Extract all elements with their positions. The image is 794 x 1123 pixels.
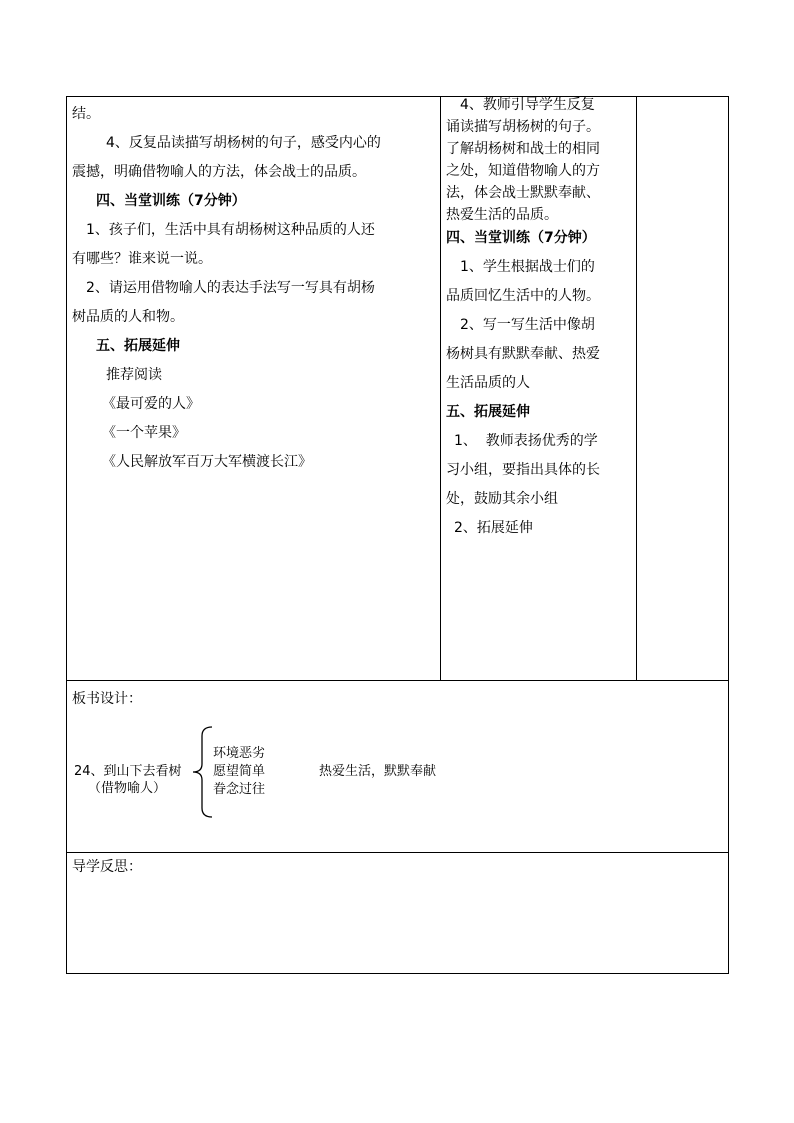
left-q1-line2: 有哪些？谁来说一说。 [72, 251, 212, 267]
mid-t2: 2、拓展延伸 [454, 520, 533, 536]
reflection-label: 导学反思： [72, 859, 142, 875]
board-title-line2: （借物喻人） [88, 781, 167, 796]
board-title-line1: 24、到山下去看树 [74, 764, 182, 779]
left-q2-line2: 树品质的人和物。 [72, 309, 184, 325]
mid-p4-line2: 诵读描写胡杨树的句子。 [446, 119, 600, 135]
mid-t1-line1: 1、 教师表扬优秀的学 [454, 433, 598, 449]
mid-a2-line3: 生活品质的人 [446, 375, 530, 391]
mid-p4-line1: 4、教师引导学生反复 [460, 97, 595, 113]
left-sec4-heading: 四、当堂训练（7分钟） [96, 193, 246, 209]
left-sec5-heading: 五、拓展延伸 [96, 338, 180, 354]
mid-a1-line2: 品质回忆生活中的人物。 [446, 288, 600, 304]
mid-p4-line6: 热爱生活的品质。 [446, 207, 558, 223]
mid-sec5-heading: 五、拓展延伸 [446, 404, 530, 420]
left-q1-line1: 1、孩子们，生活中具有胡杨树这种品质的人还 [86, 222, 375, 238]
mid-a1-line1: 1、学生根据战士们的 [460, 259, 595, 275]
book-1: 《最可爱的人》 [102, 396, 200, 412]
mid-p4-line5: 法，体会战士默默奉献、 [446, 185, 600, 201]
middle-column-content [446, 94, 634, 226]
board-summary: 热爱生活，默默奉献 [319, 764, 437, 779]
column-divider-1 [440, 96, 441, 681]
row-divider-2 [66, 852, 729, 853]
column-divider-2 [636, 96, 637, 681]
left-p4-line2: 震撼，明确借物喻人的方法，体会战士的品质。 [72, 164, 366, 180]
left-line-1: 结。 [72, 106, 100, 122]
brace-icon [190, 726, 214, 818]
book-2: 《一个苹果》 [102, 425, 186, 441]
mid-t1-line3: 处，鼓励其余小组 [446, 491, 558, 507]
mid-sec4-heading: 四、当堂训练（7分钟） [446, 230, 596, 246]
left-p4-line1: 4、反复品读描写胡杨树的句子，感受内心的 [106, 135, 381, 151]
mid-a2-line2: 杨树具有默默奉献、热爱 [446, 346, 600, 362]
left-column-content [72, 100, 437, 477]
row-divider-1 [66, 680, 729, 681]
mid-p4-line4: 之处，知道借物喻人的方 [446, 163, 600, 179]
mid-p4-line3: 了解胡杨树和战士的相同 [446, 141, 600, 157]
book-3: 《人民解放军百万大军横渡长江》 [102, 454, 312, 470]
board-label: 板书设计： [72, 691, 142, 707]
mid-a2-line1: 2、写一写生活中像胡 [460, 317, 595, 333]
board-item-2: 愿望简单 [213, 764, 266, 779]
reading-label: 推荐阅读 [106, 367, 162, 383]
left-q2-line1: 2、请运用借物喻人的表达手法写一写具有胡杨 [86, 280, 375, 296]
board-item-1: 环境恶劣 [213, 746, 266, 761]
mid-t1-line2: 习小组，要指出具体的长 [446, 462, 600, 478]
middle-column-content-2 [446, 224, 634, 543]
board-item-3: 眷念过往 [213, 782, 266, 797]
